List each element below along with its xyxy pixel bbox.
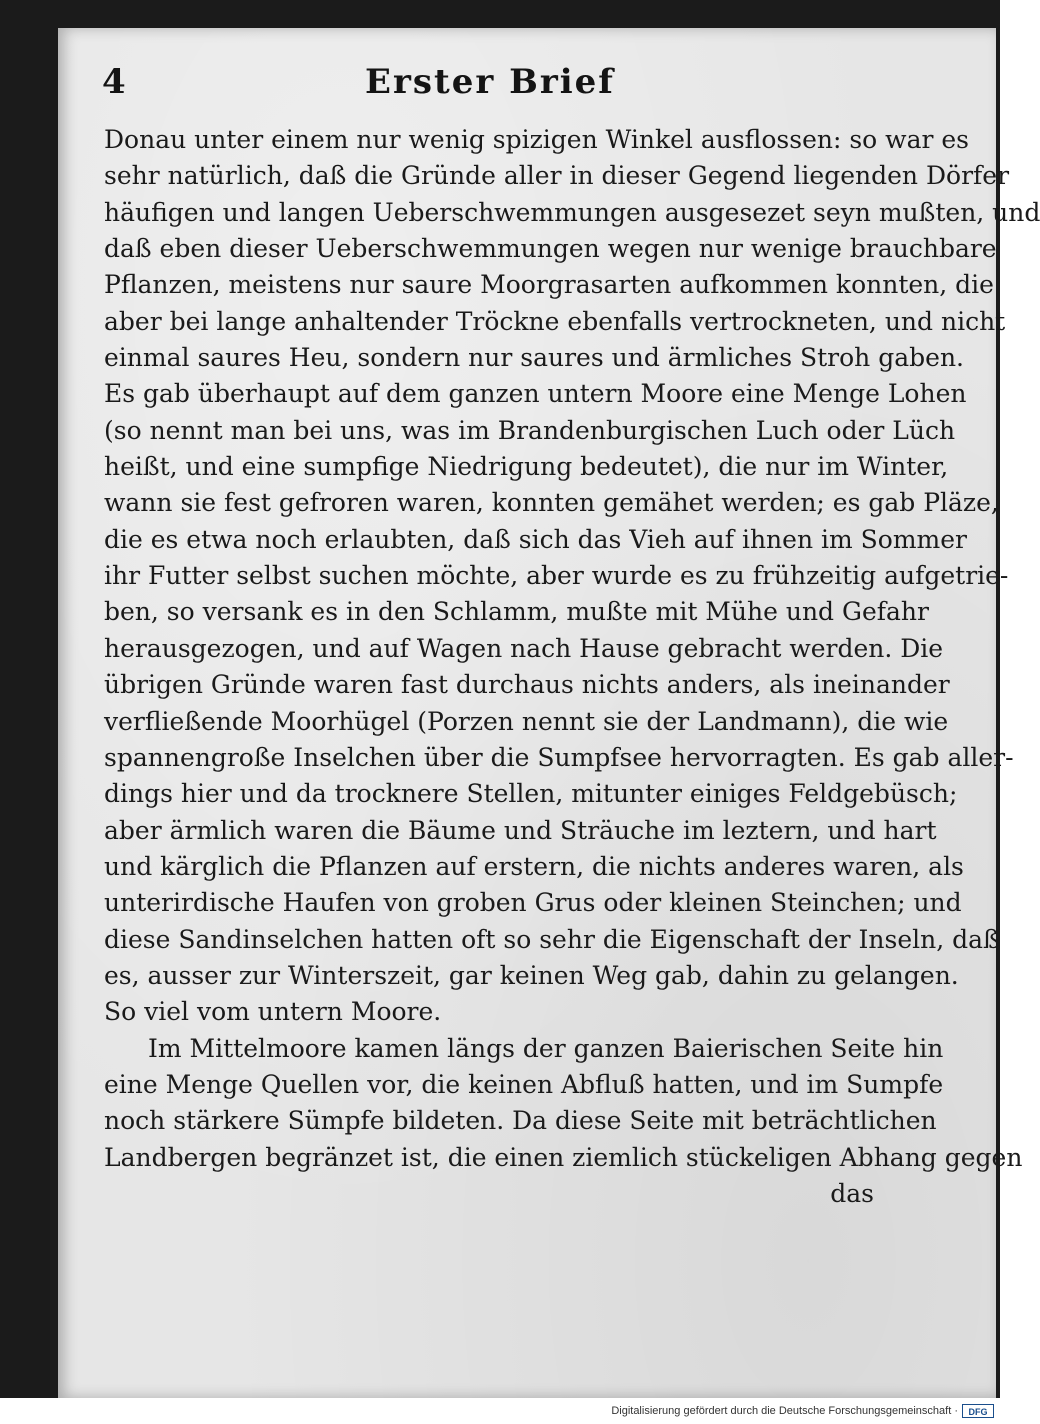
text-line: wann sie fest gefroren waren, konnten gemähet werden; es gab Pläze, (104, 488, 999, 518)
text-line: aber bei lange anhaltender Tröckne ebenfalls vertrockneten, und nicht (104, 306, 1006, 336)
text-line: unterirdische Haufen von groben Grus oder kleinen Steinchen; und (104, 888, 962, 918)
running-head (100, 62, 890, 102)
text-line: (so nennt man bei uns, was im Brandenburgischen Luch oder Lüch (104, 415, 956, 445)
text-line: die es etwa noch erlaubten, daß sich das Vieh auf ihnen im Sommer (104, 524, 967, 554)
body-text (104, 122, 1040, 1212)
running-title: Erster Brief (365, 62, 615, 102)
text-line: Es gab überhaupt auf dem ganzen untern Moore eine Menge Lohen (104, 379, 967, 409)
text-line-paragraph-end: So viel vom untern Moore. (104, 997, 442, 1027)
text-line: ihr Futter selbst suchen möchte, aber wurde es zu frühzeitig aufgetrie- (104, 561, 1009, 591)
text-line: herausgezogen, und auf Wagen nach Hause gebracht werden. Die (104, 633, 944, 663)
text-line: heißt, und eine sumpfige Niedrigung bedeutet), die nur im Winter, (104, 452, 949, 482)
text-line: verfließende Moorhügel (Porzen nennt sie der Landmann), die wie (104, 706, 949, 736)
text-line: noch stärkere Sümpfe bildeten. Da diese Seite mit beträchtlichen (104, 1106, 937, 1136)
text-line: dings hier und da trocknere Stellen, mitunter einiges Feldgebüsch; (104, 779, 958, 809)
funding-credit: Digitalisierung gefördert durch die Deutsche Forschungsgemeinschaft · (611, 1405, 958, 1417)
text-line: ben, so versank es in den Schlamm, mußte mit Mühe und Gefahr (104, 597, 929, 627)
catchword: das (830, 1178, 874, 1208)
text-line: Pflanzen, meistens nur saure Moorgrasarten aufkommen konnten, die (104, 270, 994, 300)
text-line: aber ärmlich waren die Bäume und Sträuche im leztern, und hart (104, 815, 937, 845)
text-line: sehr natürlich, daß die Gründe aller in dieser Gegend liegenden Dörfer (104, 161, 1010, 191)
text-line: diese Sandinselchen hatten oft so sehr die Eigenschaft der Inseln, daß (104, 924, 1000, 954)
text-line: häufigen und langen Ueberschwemmungen ausgesezet seyn mußten, und (104, 197, 1040, 227)
text-line: daß eben dieser Ueberschwemmungen wegen nur wenige brauchbare (104, 234, 997, 264)
text-line-paragraph-start: Im Mittelmoore kamen längs der ganzen Baierischen Seite hin (148, 1033, 944, 1063)
text-line: übrigen Gründe waren fast durchaus nichts anders, als ineinander (104, 670, 950, 700)
text-line: eine Menge Quellen vor, die keinen Abfluß hatten, und im Sumpfe (104, 1069, 944, 1099)
text-line: spannengroße Inselchen über die Sumpfsee hervorragten. Es gab aller- (104, 742, 1014, 772)
digitization-footer (0, 1398, 1000, 1424)
text-line: Landbergen begränzet ist, die einen ziemlich stückeligen Abhang gegen (104, 1142, 1023, 1172)
text-line: einmal saures Heu, sondern nur saures und ärmliches Stroh gaben. (104, 343, 964, 373)
page-number: 4 (102, 62, 126, 102)
dfg-logo-icon: DFG (962, 1404, 994, 1418)
text-line: Donau unter einem nur wenig spizigen Winkel ausflossen: so war es (104, 125, 969, 154)
text-line: es, ausser zur Winterszeit, gar keinen Weg gab, dahin zu gelangen. (104, 960, 959, 990)
text-line: und kärglich die Pflanzen auf erstern, die nichts anderes waren, als (104, 851, 964, 881)
